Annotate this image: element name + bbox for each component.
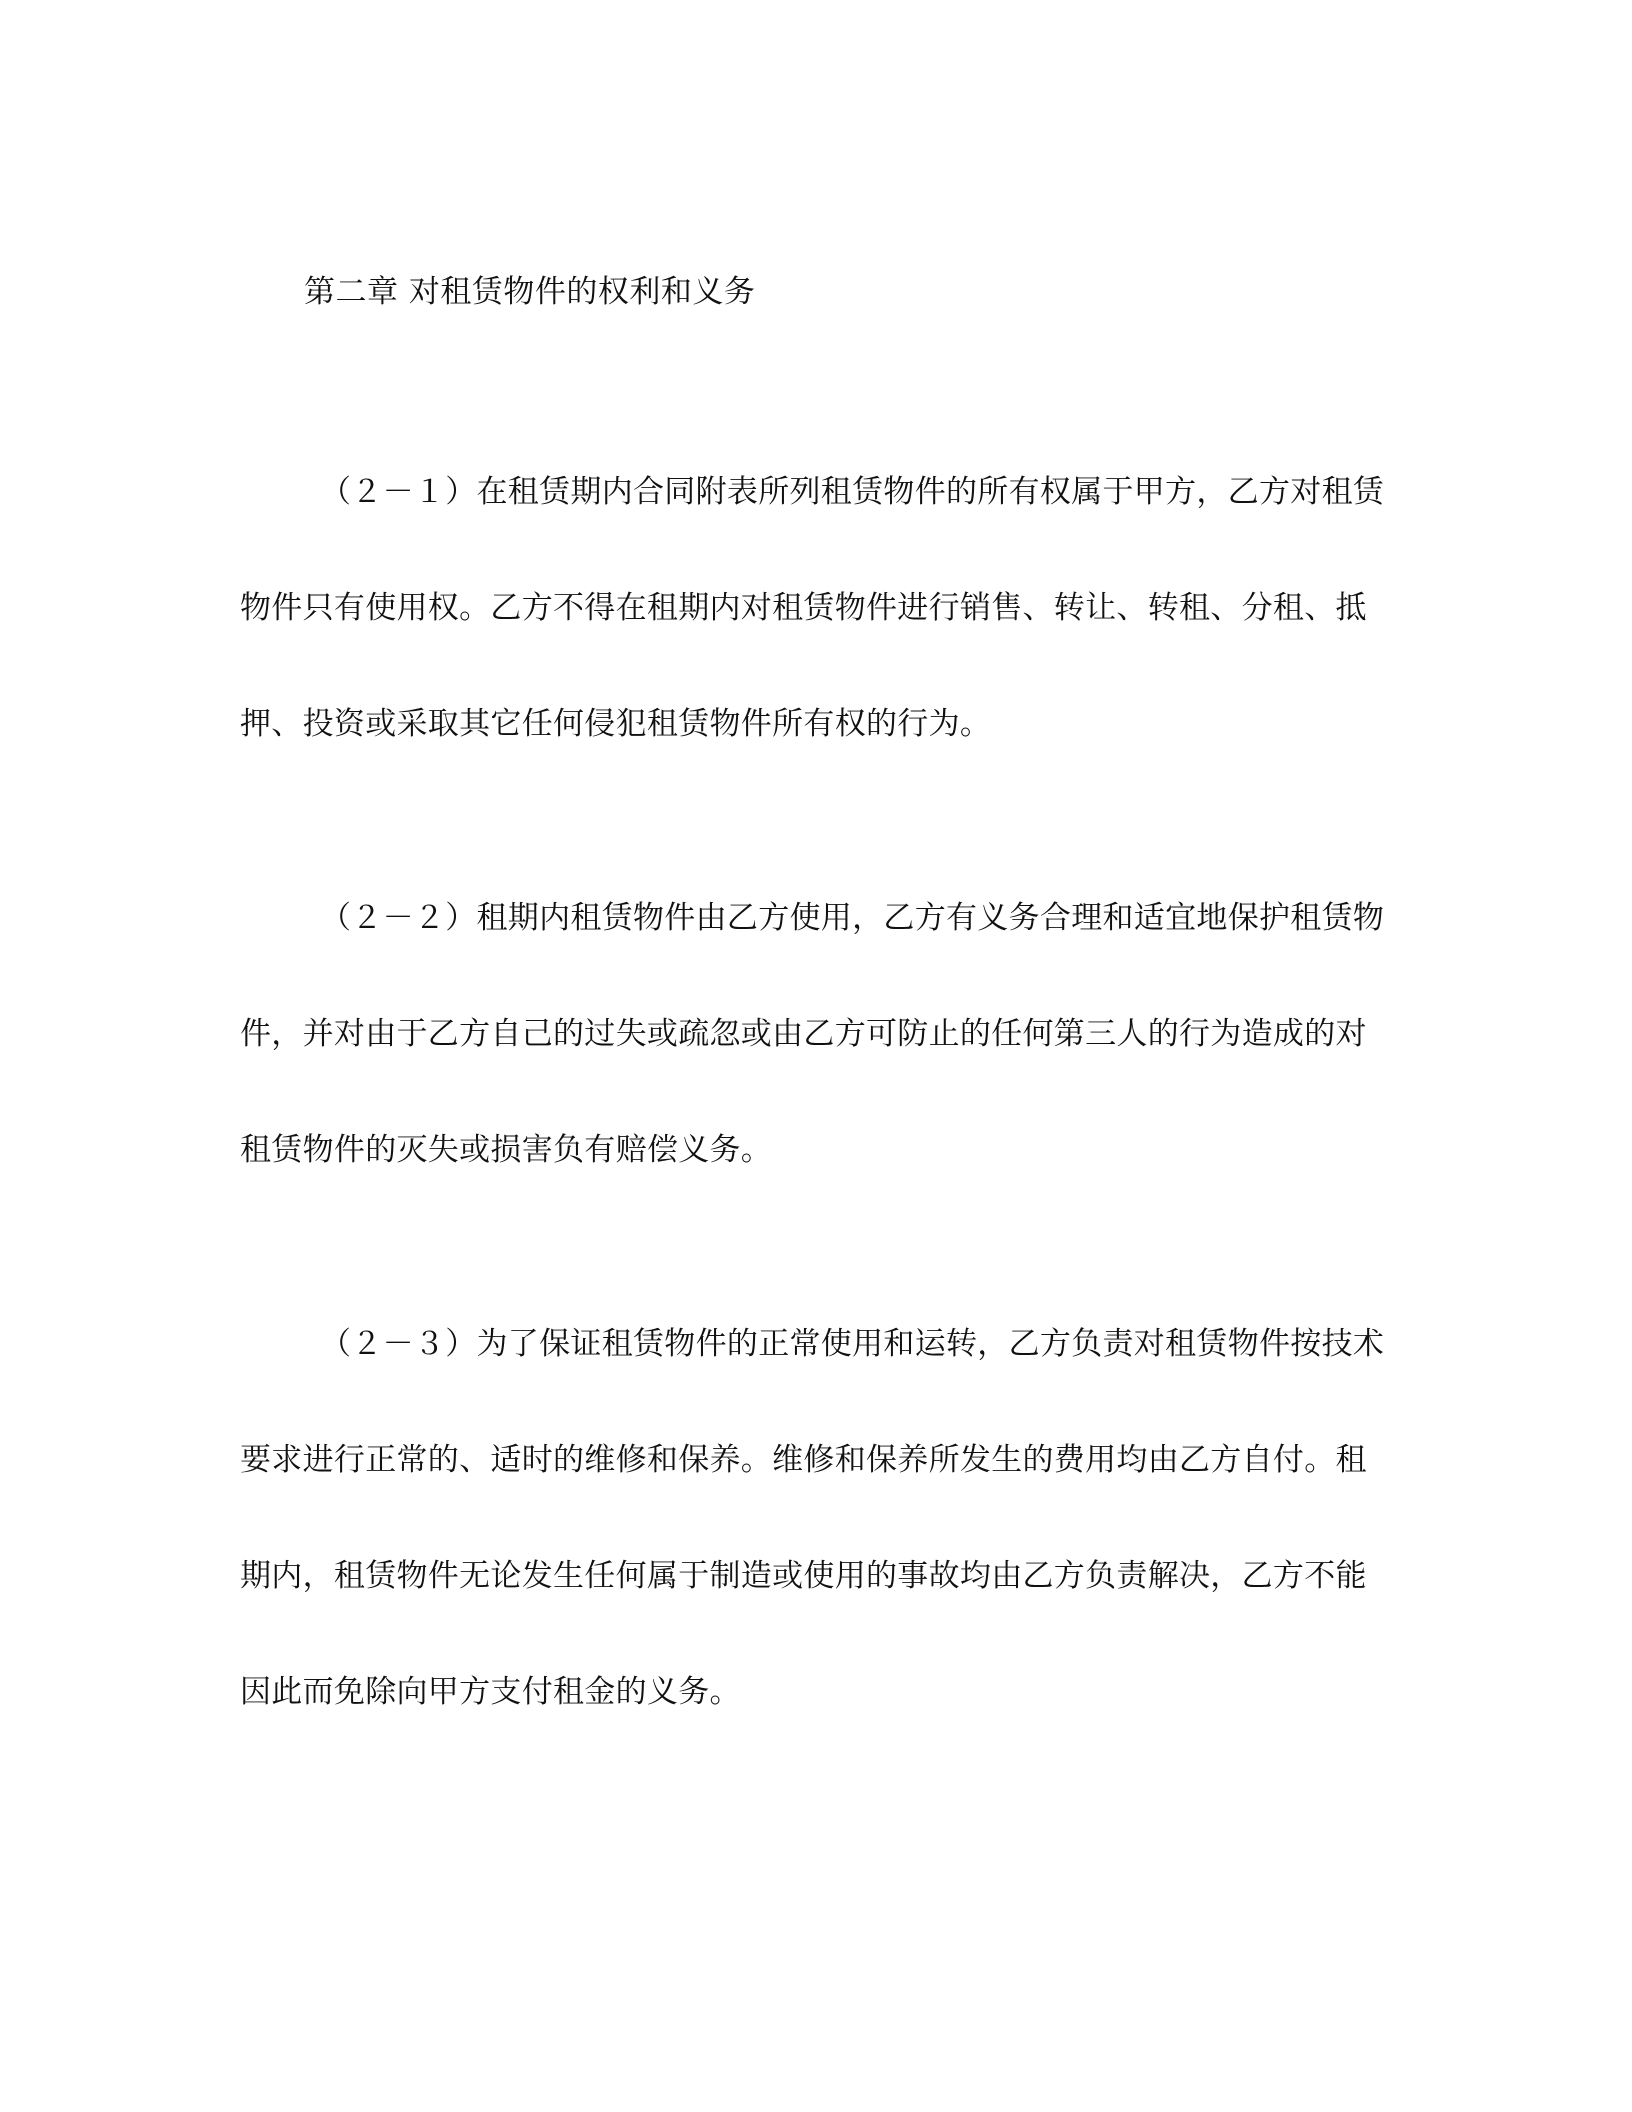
chapter-title: 第二章 对租赁物件的权利和义务 bbox=[304, 274, 756, 310]
paragraph-line: 租赁物件的灭失或损害负有赔偿义务。 bbox=[240, 1132, 773, 1168]
paragraph-line: 押、投资或采取其它任何侵犯租赁物件所有权的行为。 bbox=[240, 706, 992, 742]
paragraph-line: 件，并对由于乙方自己的过失或疏忽或由乙方可防止的任何第三人的行为造成的对 bbox=[240, 1016, 1367, 1052]
paragraph-line: （２－２）租期内租赁物件由乙方使用，乙方有义务合理和适宜地保护租赁物 bbox=[320, 900, 1385, 936]
paragraph-line: 物件只有使用权。乙方不得在租期内对租赁物件进行销售、转让、转租、分租、抵 bbox=[240, 590, 1367, 626]
paragraph-line: 因此而免除向甲方支付租金的义务。 bbox=[240, 1674, 741, 1710]
paragraph-line: （２－３）为了保证租赁物件的正常使用和运转，乙方负责对租赁物件按技术 bbox=[320, 1326, 1385, 1362]
paragraph-line: （２－１）在租赁期内合同附表所列租赁物件的所有权属于甲方，乙方对租赁 bbox=[320, 474, 1385, 510]
paragraph-line: 要求进行正常的、适时的维修和保养。维修和保养所发生的费用均由乙方自付。租 bbox=[240, 1442, 1367, 1478]
paragraph-line: 期内，租赁物件无论发生任何属于制造或使用的事故均由乙方负责解决，乙方不能 bbox=[240, 1558, 1367, 1594]
